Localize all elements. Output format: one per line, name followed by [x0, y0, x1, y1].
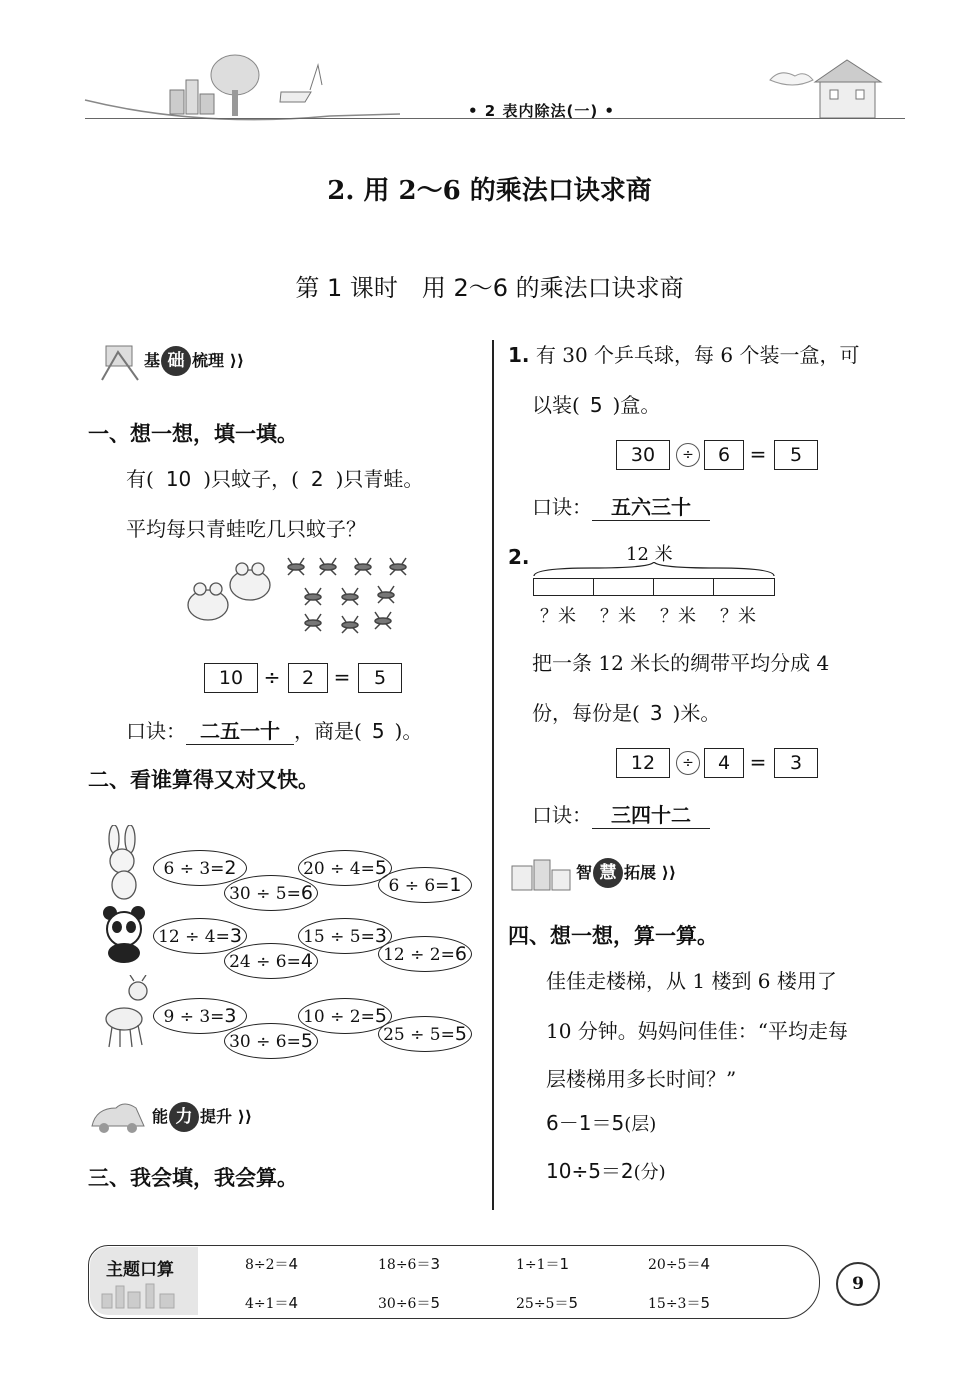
- s1-line2: 平均每只青蛙吃几只蚊子？: [126, 517, 366, 541]
- badge-wisdom: 智 慧 拓展 ⟩⟩: [508, 852, 708, 892]
- s4-heading: 四、想一想，算一算。: [508, 924, 718, 948]
- books-icon: [508, 852, 574, 892]
- s1-eq-op: ÷: [263, 665, 281, 689]
- page-number: 9: [836, 1262, 880, 1306]
- q2-segment-2: [593, 578, 654, 596]
- footer-item-8: 15÷3＝5: [648, 1294, 710, 1312]
- footer-item-4: 20÷5＝4: [648, 1255, 710, 1273]
- q2-part-4: ？米: [720, 606, 756, 627]
- badge-wisdom-2: 慧: [593, 858, 623, 888]
- s1-eq-quotient: 5: [358, 663, 402, 693]
- badge-ability: 能 力 提升 ⟩⟩: [88, 1098, 288, 1138]
- badge-basics-2: 础: [161, 346, 191, 376]
- lesson-subtitle: 第 1 课时 用 2～6 的乘法口诀求商: [295, 274, 684, 302]
- s2-item-1: 6 ÷ 3=2: [153, 850, 247, 886]
- footer-item-1: 8÷2＝4: [245, 1255, 299, 1273]
- q1-rhyme: 五六三十: [592, 494, 710, 521]
- q1-eq-quotient: 5: [774, 440, 818, 470]
- s4-line3: 层楼梯用多长时间？”: [546, 1067, 737, 1091]
- q2-part-1: ？米: [540, 606, 576, 627]
- q1-line2: 以装( 5 )盒。: [532, 393, 661, 417]
- s2-item-9: 9 ÷ 3=3: [153, 998, 247, 1034]
- q2-rhyme: 三四十二: [592, 802, 710, 829]
- badge-ability-1: 能: [152, 1107, 169, 1126]
- q2-segment-3: [653, 578, 714, 596]
- footer-item-6: 30÷6＝5: [378, 1294, 440, 1312]
- s2-item-5: 12 ÷ 4=3: [153, 918, 247, 954]
- badge-wisdom-3: 拓展: [624, 863, 657, 882]
- slide-icon: [98, 342, 148, 382]
- q2-answer: 3: [649, 701, 663, 725]
- s1-eq-divisor: 2: [288, 663, 328, 693]
- s2-heading: 二、看谁算得又对又快。: [88, 768, 319, 792]
- s1-quotient: 5: [371, 719, 385, 743]
- s2-item-4: 6 ÷ 6=1: [378, 867, 472, 903]
- q1-eq-op: ÷: [676, 443, 700, 467]
- s1-eq-dividend: 10: [204, 663, 258, 693]
- footer-item-3: 1÷1＝1: [516, 1255, 570, 1273]
- footer-label: 主题口算: [106, 1260, 174, 1280]
- q1-eq-divisor: 6: [704, 440, 744, 470]
- q2-eq-dividend: 12: [616, 748, 670, 778]
- footer-item-5: 4÷1＝4: [245, 1294, 299, 1312]
- panda-icon: [100, 905, 150, 963]
- s4-answer2: 10÷5＝2(分): [546, 1159, 666, 1183]
- s1-eq-equals: =: [333, 665, 351, 689]
- car-icon: [88, 1100, 148, 1136]
- q2-eq-op: ÷: [676, 751, 700, 775]
- q2-num: 2.: [508, 545, 530, 569]
- q2-line2: 份，每份是( 3 )米。: [532, 701, 721, 725]
- s2-item-6: 15 ÷ 5=3: [298, 918, 392, 954]
- s1-heading: 一、想一想，填一填。: [88, 422, 298, 446]
- badge-wisdom-1: 智: [576, 863, 593, 882]
- chapter-header: • 2 表内除法(一) •: [468, 102, 615, 120]
- q1-eq-dividend: 30: [616, 440, 670, 470]
- s2-item-3: 30 ÷ 5=6: [224, 875, 318, 911]
- q2-segment-1: [533, 578, 594, 596]
- s2-item-12: 25 ÷ 5=5: [378, 1016, 472, 1052]
- rabbit-icon: [100, 825, 150, 900]
- q1-answer: 5: [589, 393, 603, 417]
- q2-line1: 把一条 12 米长的绸带平均分成 4: [532, 651, 830, 675]
- badge-basics: 基 础 梳理 ⟩⟩: [98, 342, 278, 382]
- deer-icon: [100, 975, 155, 1050]
- q2-brace: [532, 562, 776, 578]
- s1-mosquito-count: 10: [165, 467, 192, 491]
- badge-ability-3: 提升: [200, 1107, 233, 1126]
- badge-basics-1: 基: [144, 351, 161, 370]
- column-divider: [492, 340, 494, 1210]
- badge-basics-3: 梳理: [192, 351, 225, 370]
- s4-line2: 10 分钟。妈妈问佳佳：“平均走每: [546, 1019, 849, 1043]
- q2-total: 12 米: [626, 544, 673, 565]
- q2-part-3: ？米: [660, 606, 696, 627]
- s2-item-11: 30 ÷ 6=5: [224, 1023, 318, 1059]
- q2-eq-quotient: 3: [774, 748, 818, 778]
- s1-rhyme-line: 口诀： 二五一十 ，商是( 5 )。: [126, 719, 423, 743]
- s2-item-2: 20 ÷ 4=5: [298, 850, 392, 886]
- q2-segment-4: [713, 578, 775, 596]
- s2-item-8: 12 ÷ 2=6: [378, 936, 472, 972]
- page-title: 2. 用 2～6 的乘法口诀求商: [327, 176, 652, 206]
- s1-frog-count: 2: [310, 467, 324, 491]
- q2-eq-equals: =: [749, 750, 767, 774]
- s4-line1: 佳佳走楼梯，从 1 楼到 6 楼用了: [546, 969, 837, 993]
- footer-skyline-icon: [98, 1280, 190, 1310]
- s1-rhyme: 二五一十: [186, 718, 294, 745]
- s1-line1: 有( 10 )只蚊子，( 2 )只青蛙。: [126, 467, 424, 491]
- frogs-mosquitoes-illustration: [178, 555, 428, 635]
- q1-line1: 1. 有 30 个乒乓球，每 6 个装一盒，可: [508, 343, 860, 367]
- footer-item-7: 25÷5＝5: [516, 1294, 578, 1312]
- footer-item-2: 18÷6＝3: [378, 1255, 440, 1273]
- s4-answer1: 6－1＝5(层): [546, 1111, 657, 1135]
- q1-eq-equals: =: [749, 442, 767, 466]
- s2-item-7: 24 ÷ 6=4: [224, 943, 318, 979]
- s2-item-10: 10 ÷ 2=5: [298, 998, 392, 1034]
- badge-ability-2: 力: [169, 1102, 199, 1132]
- q2-part-2: ？米: [600, 606, 636, 627]
- q1-rhyme-line: 口诀： 五六三十: [532, 494, 710, 521]
- s3-heading: 三、我会填，我会算。: [88, 1166, 298, 1190]
- q2-rhyme-line: 口诀： 三四十二: [532, 802, 710, 829]
- q2-eq-divisor: 4: [704, 748, 744, 778]
